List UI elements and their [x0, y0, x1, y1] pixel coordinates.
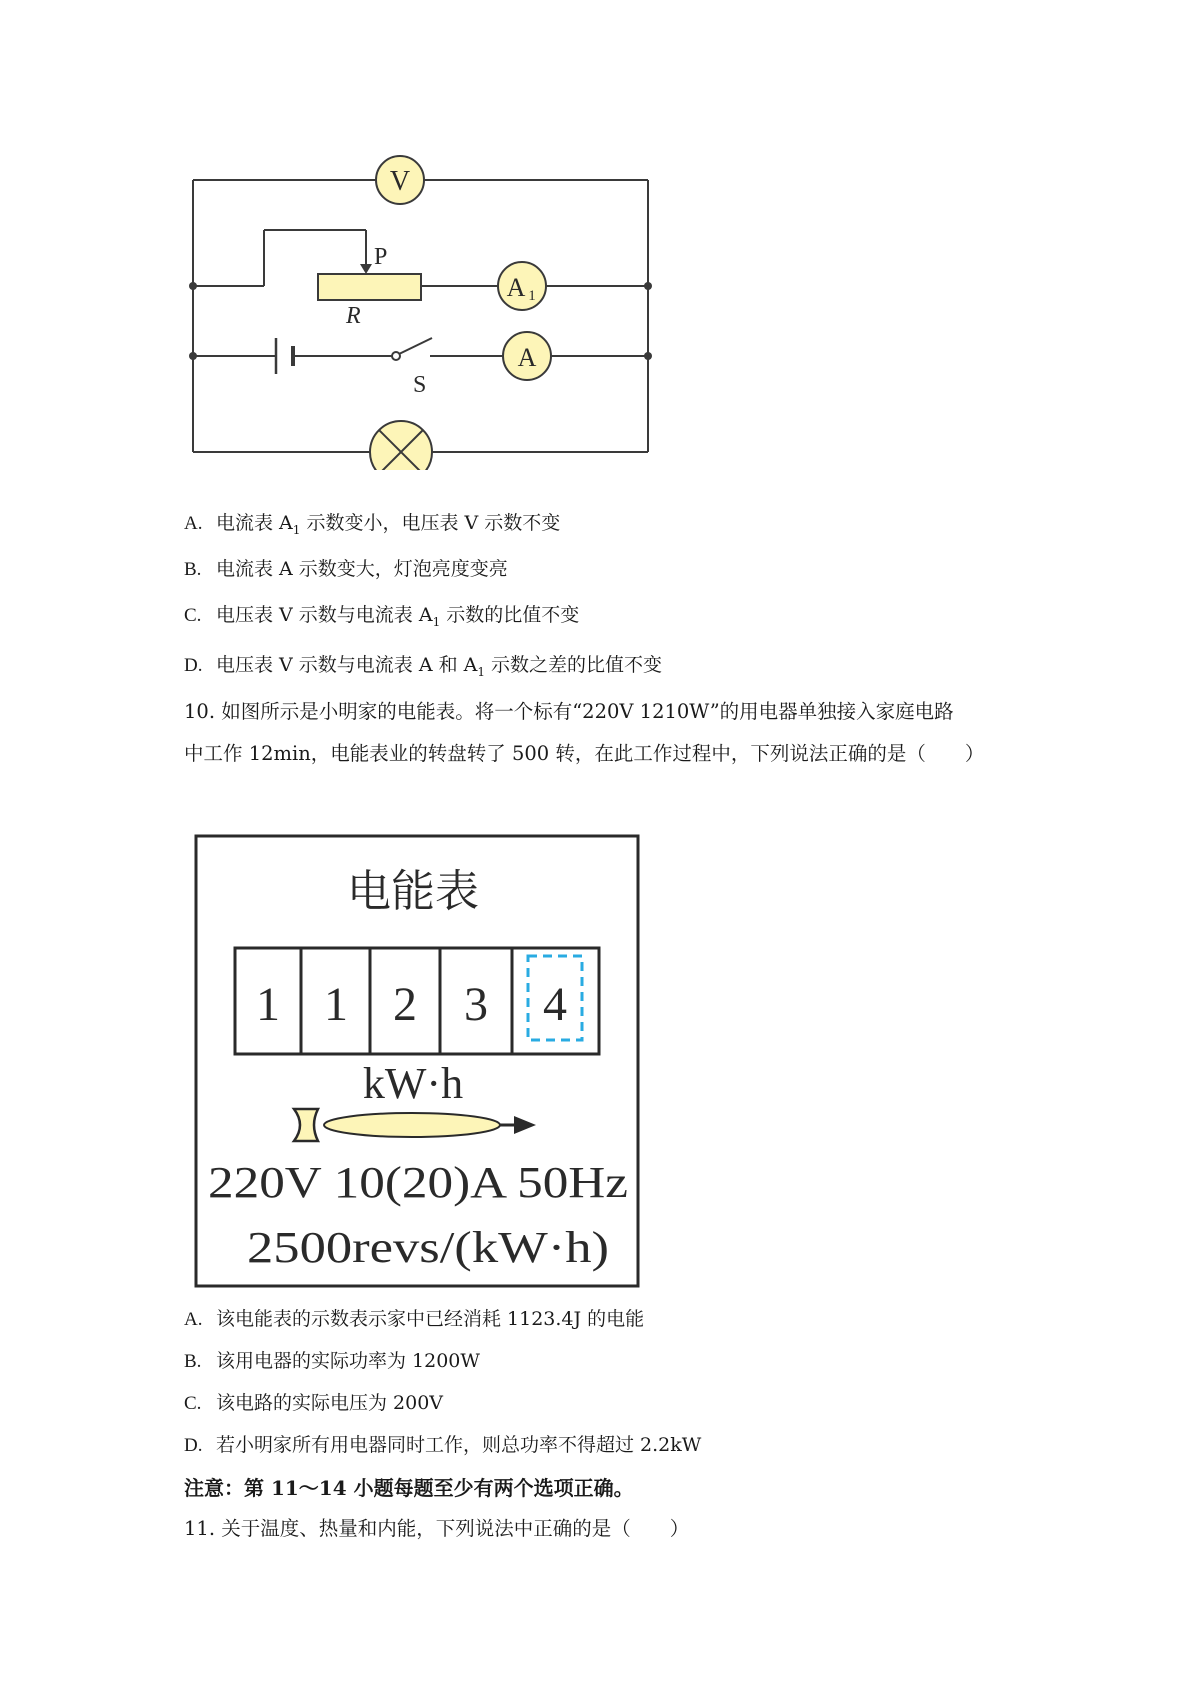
q9-option-d: D. 电压表 V 示数与电流表 A 和 $A_1$ 示数之差的比值不变: [184, 654, 663, 679]
disk-ellipse: [324, 1113, 500, 1137]
voltmeter-label: V: [389, 166, 411, 197]
meter-digit-1: 1: [256, 978, 280, 1031]
switch-label: S: [413, 372, 427, 398]
note-multiple-choice: 注意：第 11～14 小题每题至少有两个选项正确。: [184, 1476, 634, 1500]
energy-meter: [0, 820, 700, 1295]
lamp-circle: [370, 421, 432, 470]
ammeter1-label: A: [506, 273, 526, 302]
q10-option-b: B. 该用电器的实际功率为 1200W: [184, 1350, 480, 1372]
ammeter1-subscript: 1: [528, 288, 536, 304]
q10-line-2: 中工作 12min，电能表业的转盘转了 500 转，在此工作过程中，下列说法正确的是（ ）: [184, 742, 985, 765]
ammeter-label: A: [517, 343, 537, 372]
circuit-diagram: [0, 0, 1200, 470]
q10-option-d: D. 若小明家所有用电器同时工作，则总功率不得超过 2.2kW: [184, 1434, 702, 1456]
rheostat-body: [318, 274, 421, 300]
switch-blade: [399, 338, 432, 354]
q10-option-a: A. 该电能表的示数表示家中已经消耗 1123.4J 的电能: [184, 1308, 645, 1330]
meter-digit-4: 3: [464, 978, 488, 1031]
q11-question: 11. 关于温度、热量和内能，下列说法中正确的是（ ）: [184, 1517, 690, 1540]
meter-digit-3: 2: [393, 978, 417, 1031]
meter-digit-2: 1: [324, 978, 348, 1031]
q10-option-c: C. 该电路的实际电压为 200V: [184, 1392, 444, 1414]
meter-spec-line-1: 220V 10(20)A 50Hz: [208, 1158, 628, 1207]
q9-option-c: C. 电压表 V 示数与电流表 $A_1$ 示数的比值不变: [184, 604, 580, 629]
q9-option-b: B. 电流表 A 示数变大，灯泡亮度变亮: [184, 558, 508, 580]
meter-unit: kW·h: [362, 1059, 464, 1108]
meter-digit-5: 4: [543, 978, 567, 1031]
q10-line-1: 10. 如图所示是小明家的电能表。将一个标有“220V 1210W”的用电器单独接入家庭电路: [184, 700, 954, 723]
meter-title: 电能表: [347, 866, 479, 917]
resistor-label: R: [346, 303, 361, 329]
meter-spec-line-2: 2500revs/(kW·h): [247, 1223, 609, 1272]
slider-label: P: [374, 244, 388, 270]
q9-option-a: A. 电流表 $A_1$ 示数变小，电压表 V 示数不变: [184, 512, 561, 537]
